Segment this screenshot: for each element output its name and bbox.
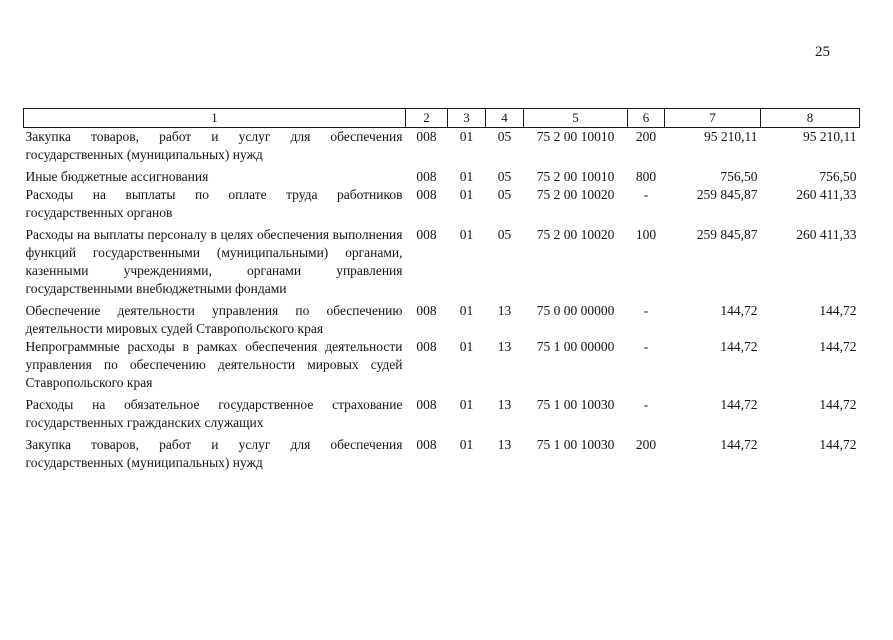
page-number: 25	[815, 44, 830, 60]
row-section-code: 01	[459, 129, 474, 144]
row-section-code: 01	[459, 437, 474, 452]
row-expense-type: 100	[635, 227, 657, 242]
row-expense-type: 800	[635, 169, 657, 184]
table-row	[24, 226, 860, 302]
row-amount-1: 144,72	[720, 397, 758, 412]
header-cell: 3	[448, 109, 486, 128]
row-target-article: 75 1 00 00000	[536, 339, 615, 354]
row-section-code: 01	[459, 303, 474, 318]
row-subsection-code: 13	[497, 303, 512, 318]
row-ministry-code: 008	[416, 303, 437, 318]
row-name: Расходы на обязательное государственное страхование государственных гражданских служащих	[25, 397, 403, 430]
row-expense-type: -	[643, 397, 649, 412]
row-target-article: 75 1 00 10030	[536, 437, 615, 452]
row-name: Закупка товаров, работ и услуг для обеспечения государственных (муниципальных) нужд	[25, 437, 403, 470]
row-name: Закупка товаров, работ и услуг для обеспечения государственных (муниципальных) нужд	[25, 129, 403, 162]
table-row	[24, 338, 860, 396]
row-amount-2: 144,72	[819, 339, 857, 354]
row-amount-1: 756,50	[720, 169, 758, 184]
row-amount-2: 144,72	[819, 397, 857, 412]
row-expense-type: -	[643, 339, 649, 354]
table-row	[24, 436, 860, 472]
row-expense-type: 200	[635, 129, 657, 144]
row-name: Расходы на выплаты персоналу в целях обеспечения выполнения функций государственными (муниципальными) органами, казенными учреждениями, органами управления государственными внебюджетными фондами	[25, 227, 403, 296]
row-section-code: 01	[459, 397, 474, 412]
row-amount-1: 144,72	[720, 339, 758, 354]
budget-table	[23, 108, 860, 472]
row-amount-1: 144,72	[720, 303, 758, 318]
row-ministry-code: 008	[416, 397, 437, 412]
row-ministry-code: 008	[416, 437, 437, 452]
row-ministry-code: 008	[416, 227, 437, 242]
row-amount-2: 95 210,11	[803, 129, 857, 144]
row-expense-type: -	[643, 187, 649, 202]
row-ministry-code: 008	[416, 187, 437, 202]
table-row	[24, 396, 860, 436]
row-subsection-code: 13	[497, 437, 512, 452]
row-name: Иные бюджетные ассигнования	[25, 169, 209, 184]
row-subsection-code: 05	[497, 227, 512, 242]
row-section-code: 01	[459, 339, 474, 354]
row-subsection-code: 13	[497, 397, 512, 412]
table-row	[24, 186, 860, 226]
row-target-article: 75 2 00 10020	[536, 227, 615, 242]
row-target-article: 75 2 00 10010	[536, 169, 615, 184]
row-amount-2: 260 411,33	[796, 187, 857, 202]
header-cell: 7	[665, 109, 761, 128]
row-expense-type: 200	[635, 437, 657, 452]
row-amount-2: 144,72	[819, 437, 857, 452]
row-amount-2: 144,72	[819, 303, 857, 318]
row-target-article: 75 0 00 00000	[536, 303, 615, 318]
row-target-article: 75 2 00 10020	[536, 187, 615, 202]
row-name: Непрограммные расходы в рамках обеспечения деятельности управления по обеспечению деятельности мировых судей Ставропольского края	[25, 339, 403, 390]
row-name: Расходы на выплаты по оплате труда работников государственных органов	[25, 187, 403, 220]
table-header-row	[24, 109, 860, 128]
header-cell: 1	[24, 109, 406, 128]
row-name: Обеспечение деятельности управления по обеспечению деятельности мировых судей Ставропольского края	[25, 303, 403, 336]
row-subsection-code: 05	[497, 129, 512, 144]
row-subsection-code: 05	[497, 169, 512, 184]
table-row	[24, 302, 860, 338]
row-section-code: 01	[459, 187, 474, 202]
row-subsection-code: 05	[497, 187, 512, 202]
row-section-code: 01	[459, 169, 474, 184]
table-row	[24, 168, 860, 186]
row-ministry-code: 008	[416, 339, 437, 354]
table-row	[24, 128, 860, 169]
row-amount-1: 95 210,11	[704, 129, 758, 144]
row-section-code: 01	[459, 227, 474, 242]
row-target-article: 75 2 00 10010	[536, 129, 615, 144]
row-amount-1: 259 845,87	[696, 227, 758, 242]
header-cell: 4	[486, 109, 524, 128]
row-ministry-code: 008	[416, 129, 437, 144]
row-target-article: 75 1 00 10030	[536, 397, 615, 412]
header-cell: 5	[524, 109, 628, 128]
header-cell: 2	[406, 109, 448, 128]
row-amount-2: 756,50	[819, 169, 857, 184]
header-cell: 8	[761, 109, 860, 128]
row-amount-2: 260 411,33	[796, 227, 857, 242]
row-expense-type: -	[643, 303, 649, 318]
header-cell: 6	[628, 109, 665, 128]
row-ministry-code: 008	[416, 169, 437, 184]
row-amount-1: 259 845,87	[696, 187, 758, 202]
row-amount-1: 144,72	[720, 437, 758, 452]
row-subsection-code: 13	[497, 339, 512, 354]
